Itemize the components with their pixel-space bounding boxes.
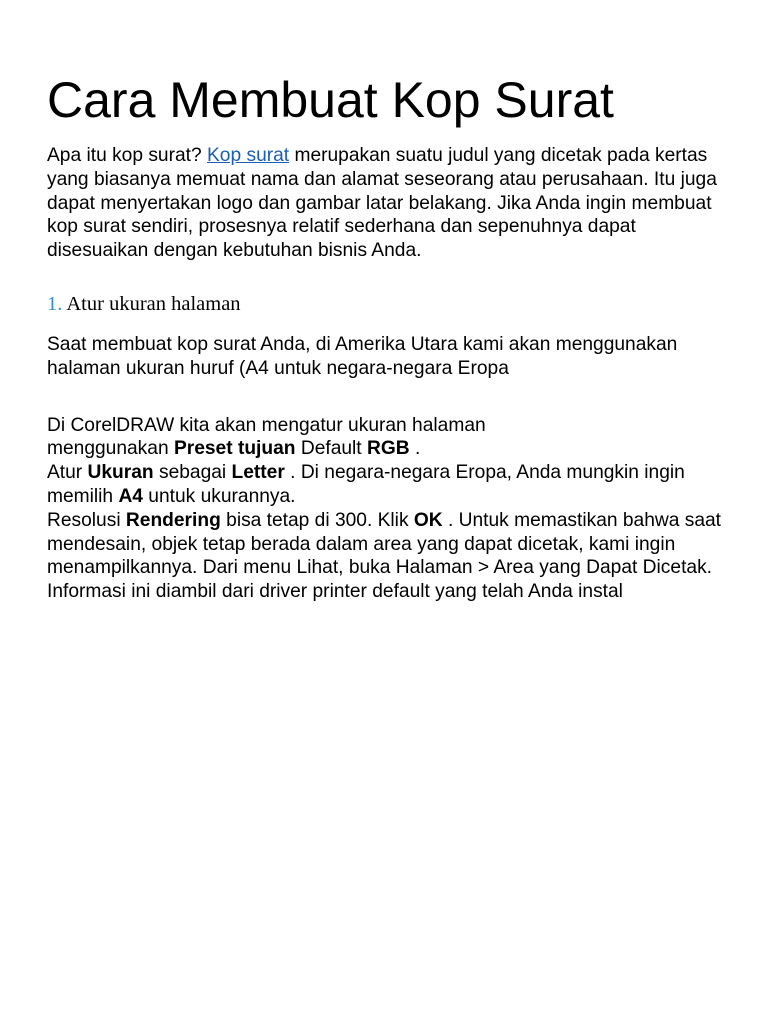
rendering-term: Rendering — [125, 509, 221, 531]
ok-term: OK — [413, 509, 443, 531]
coreldraw-text: untuk ukurannya. — [142, 485, 296, 507]
coreldraw-text: Default — [295, 438, 367, 460]
coreldraw-text: menggunakan — [47, 438, 174, 460]
preset-tujuan-term: Preset tujuan — [173, 438, 296, 460]
step-heading-page-size — [47, 291, 737, 317]
step-label: Atur ukuran halaman — [62, 292, 241, 315]
coreldraw-text: . Di negara-negara Eropa, Anda mungkin ingin memilih — [47, 462, 685, 507]
page-title: Cara Membuat Kop Surat — [47, 72, 614, 128]
kop-surat-link[interactable]: Kop surat — [207, 145, 290, 166]
a4-term: A4 — [118, 485, 143, 507]
coreldraw-text: bisa tetap di 300. Klik — [220, 509, 414, 531]
intro-paragraph — [47, 144, 737, 263]
page-size-paragraph: Saat membuat kop surat Anda, di Amerika Utara kami akan menggunakan halaman ukuran huruf (A4 untuk negara-negara Eropa — [47, 333, 678, 379]
intro-text-start: Apa itu kop surat? — [47, 145, 207, 166]
coreldraw-line-1: Di CorelDRAW kita akan mengatur ukuran halaman — [47, 414, 486, 436]
coreldraw-text: . — [409, 438, 421, 460]
letter-term: Letter — [231, 462, 285, 484]
intro-text-rest: merupakan suatu judul yang dicetak pada kertas yang biasanya memuat nama dan alamat seseorang atau perusahaan. Itu juga dapat menyertakan logo dan gambar latar belakang. Jika Anda ingin membuat kop surat sendiri, prosesnya relatif sederhana dan sepenuhnya dapat disesuaikan dengan kebutuhan bisnis Anda. — [47, 145, 717, 262]
coreldraw-text: Resolusi — [47, 509, 126, 531]
rgb-term: RGB — [366, 438, 410, 460]
coreldraw-text: . Untuk memastikan bahwa saat mendesain, objek tetap berada dalam area yang dapat dicetak, kami ingin menampilkannya. Dari menu Lihat, buka Halaman > Area yang Dapat Dicetak. Informasi ini diambil dari driver printer default yang telah Anda instal — [47, 509, 722, 603]
ukuran-term: Ukuran — [87, 462, 154, 484]
coreldraw-text: Atur — [47, 462, 88, 484]
coreldraw-text: sebagai — [153, 462, 232, 484]
coreldraw-paragraph — [47, 414, 737, 604]
document-page — [47, 70, 737, 604]
step-number: 1. — [47, 292, 63, 315]
